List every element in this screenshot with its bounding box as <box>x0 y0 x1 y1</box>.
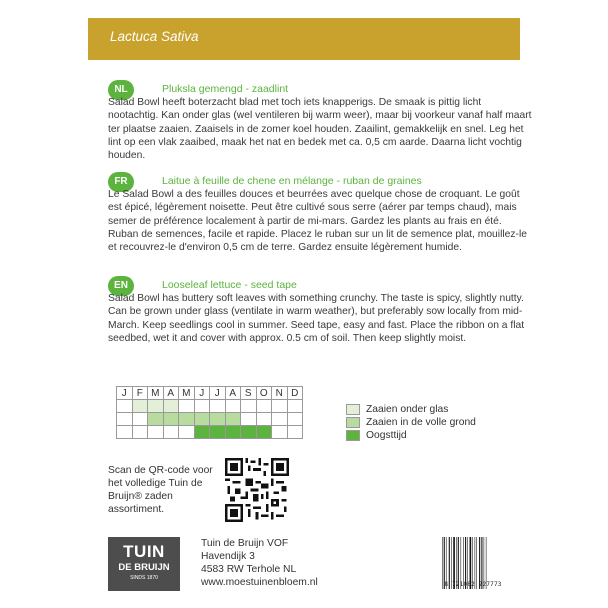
calendar-cell <box>163 413 179 426</box>
calendar-cell <box>225 413 241 426</box>
company-city: 4583 RW Terhole NL <box>201 564 297 575</box>
calendar-cell <box>194 413 210 426</box>
brand-logo <box>108 537 180 591</box>
calendar-cell <box>194 426 210 439</box>
legend-swatch-onder-glas <box>346 404 360 415</box>
calendar-cell <box>132 426 148 439</box>
calendar-cell <box>256 413 272 426</box>
calendar-month: F <box>132 387 148 400</box>
calendar-month: D <box>287 387 303 400</box>
logo-text-since: SINDS 1870 <box>130 575 158 581</box>
logo-text-brand: DE BRUIJN <box>118 562 170 573</box>
calendar-cell <box>148 400 164 413</box>
qr-code-icon[interactable] <box>225 458 289 522</box>
calendar-month: M <box>179 387 195 400</box>
calendar-cell <box>287 426 303 439</box>
calendar-cell <box>210 426 226 439</box>
calendar-cell <box>287 413 303 426</box>
header-banner <box>88 18 520 60</box>
section-title-en: Looseleaf lettuce - seed tape <box>162 279 297 291</box>
qr-caption: Scan de QR-code voor het volledige Tuin de Bruijn® zaden assortiment. <box>108 465 213 515</box>
calendar-cell <box>256 400 272 413</box>
section-text-fr: Le Salad Bowl a des feuilles douces et beurrées avec quelque chose de croquant. Le goût est épicé, légèrement noisette. Peut être cultivé sous serre (aérer par temps chaud), mais semer de préférence localement à partir de mi-mars. Gardez les plants au frais en été. Ruban de semences, facile et rapide. Placez le ruban sur un lit de semence plat, mouillez-le et recouvrez-le d'environ 0,5 cm de terre. Gardez ensuite légèrement humide. <box>108 189 527 254</box>
lang-badge-en: EN <box>108 276 134 296</box>
calendar-cell <box>163 426 179 439</box>
calendar-cell <box>117 426 133 439</box>
company-website[interactable]: www.moestuinenbloem.nl <box>201 577 318 588</box>
calendar-cell <box>241 413 257 426</box>
section-text-en: Salad Bowl has buttery soft leaves with something crunchy. The taste is spicy, slightly nutty. Can be grown under glass (ventilate in warm weather), but preferably sow locally from mid-March. Keep seedlings cool in summer. Seed tape, easy and fast. Place the ribbon on a flat seedbed, wet it and cover with approx. 0.5 cm of soil. Then keep slightly moist. <box>108 293 525 344</box>
calendar-cell <box>179 400 195 413</box>
company-address <box>201 537 318 589</box>
company-name: Tuin de Bruijn VOF <box>201 538 289 549</box>
calendar-month: J <box>117 387 133 400</box>
legend-label: Zaaien in de volle grond <box>366 417 476 428</box>
sowing-calendar <box>116 386 303 439</box>
calendar-month-row <box>117 387 303 400</box>
calendar-cell <box>179 426 195 439</box>
calendar-legend <box>346 403 476 442</box>
calendar-cell <box>148 426 164 439</box>
section-text-nl: Salad Bowl heeft boterzacht blad met toch iets knapperigs. De smaak is pittig licht nootachtig. Kan onder glas (wel ventileren bij warm weer), maar bij voorkeur vanaf half maart ter plaatse zaaien. Zaaisels in de zomer koel houden. Zaailint, gemakkelijk en snel. Leg het lint op een vlak zaaibed, maak het nat en bedek met ca. 0,5 cm aarde. Daarna licht vochtig houden. <box>108 97 532 162</box>
calendar-row-volle-grond <box>117 413 303 426</box>
legend-label: Zaaien onder glas <box>366 404 449 415</box>
calendar-month: O <box>256 387 272 400</box>
calendar-cell <box>117 413 133 426</box>
section-title-fr: Laitue à feuille de chene en mélange - ruban de graines <box>162 175 422 187</box>
calendar-cell <box>132 413 148 426</box>
calendar-cell <box>179 413 195 426</box>
barcode-number: 8 721082 227773 <box>444 581 502 588</box>
legend-item <box>346 403 476 416</box>
calendar-cell <box>241 426 257 439</box>
legend-item <box>346 429 476 442</box>
calendar-month: A <box>225 387 241 400</box>
company-street: Havendijk 3 <box>201 551 255 562</box>
calendar-month: J <box>194 387 210 400</box>
calendar-cell <box>148 413 164 426</box>
logo-text-tuin: TUIN <box>123 542 165 561</box>
calendar-cell <box>194 400 210 413</box>
calendar-month: A <box>163 387 179 400</box>
calendar-cell <box>287 400 303 413</box>
legend-swatch-oogst <box>346 430 360 441</box>
calendar-row-oogst <box>117 426 303 439</box>
calendar-cell <box>117 400 133 413</box>
calendar-cell <box>210 400 226 413</box>
calendar-month: S <box>241 387 257 400</box>
lang-badge-nl: NL <box>108 80 134 100</box>
calendar-cell <box>225 400 241 413</box>
calendar-cell <box>163 400 179 413</box>
calendar-cell <box>210 413 226 426</box>
calendar-month: N <box>272 387 288 400</box>
calendar-cell <box>225 426 241 439</box>
calendar-month: M <box>148 387 164 400</box>
calendar-cell <box>272 413 288 426</box>
calendar-cell <box>272 400 288 413</box>
calendar-month: J <box>210 387 226 400</box>
calendar-cell <box>132 400 148 413</box>
calendar-cell <box>272 426 288 439</box>
lang-badge-fr: FR <box>108 172 134 192</box>
legend-label: Oogsttijd <box>366 430 407 441</box>
calendar-cell <box>256 426 272 439</box>
legend-item <box>346 416 476 429</box>
species-title: Lactuca Sativa <box>110 29 199 44</box>
section-title-nl: Pluksla gemengd - zaadlint <box>162 83 289 95</box>
calendar-row-onder-glas <box>117 400 303 413</box>
calendar-cell <box>241 400 257 413</box>
legend-swatch-volle-grond <box>346 417 360 428</box>
